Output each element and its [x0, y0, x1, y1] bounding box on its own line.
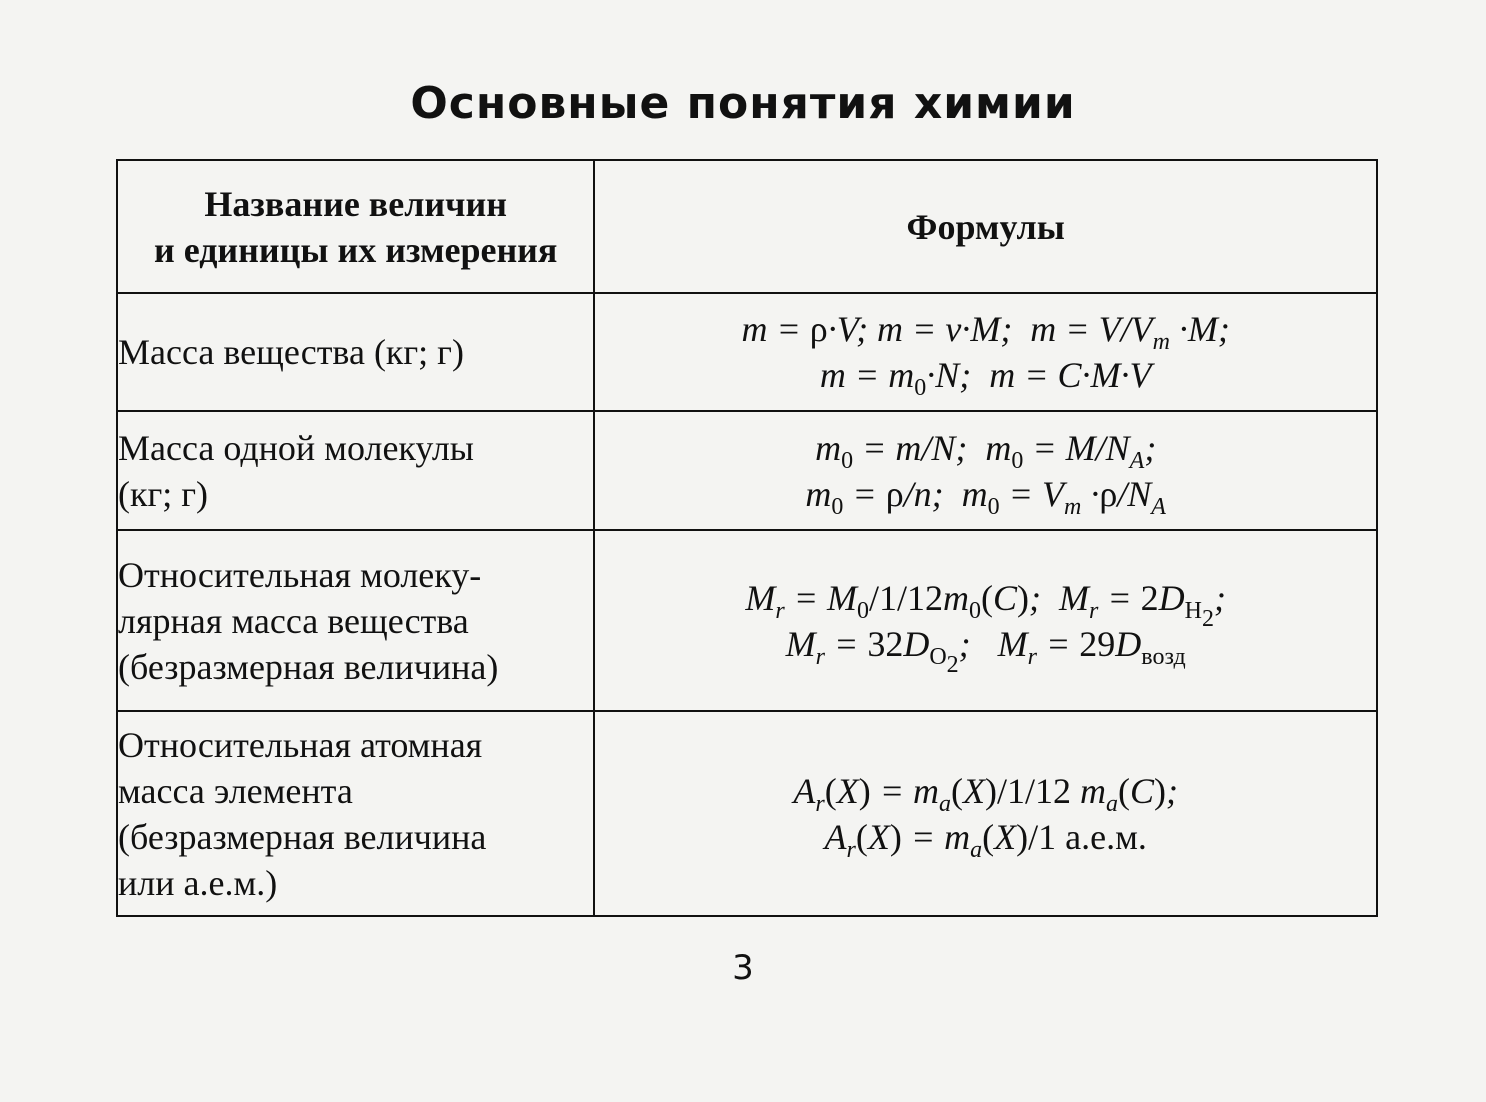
header-name-line: Название величин	[204, 183, 507, 224]
formula-line: $M_r = M_0/1/12m_0(C)$; $M_r = 2D_{H_2}$;	[745, 577, 1226, 632]
page-number: 3	[732, 948, 754, 988]
formula-line: m = ρ·V; m = ν·M; $m = V/V_m \cdot M$;	[741, 309, 1230, 355]
table-row	[117, 293, 1377, 411]
quantity-name-line: Относительная атомная	[118, 724, 483, 765]
formula-cell	[594, 293, 1377, 411]
quantity-name-line: Масса одной молекулы	[118, 427, 474, 468]
quantity-name-cell	[117, 530, 594, 711]
quantity-name-line: или а.е.м.)	[118, 862, 278, 903]
quantity-name-line: (безразмерная величина)	[118, 646, 499, 687]
table-row	[117, 530, 1377, 711]
formula-line: $M_r = 32D_{O_2}$; $M_r = 29D_{возд}$	[785, 623, 1186, 678]
table-header-row	[117, 160, 1377, 293]
formula-line: $m = m_0\cdot N$; m = C·M·V	[819, 355, 1152, 401]
formula-cell	[594, 530, 1377, 711]
formula-line: $A_r(X) = m_a(X)/1/12$ $m_a(C)$;	[793, 770, 1179, 817]
quantity-name-cell	[117, 293, 594, 411]
table-row	[117, 411, 1377, 530]
formula-line: $m_0 = m/N$; $m_0 = M/N_A$;	[815, 427, 1157, 474]
formula-line: $A_r(X) = m_a(X)/1$ а.е.м.	[824, 816, 1147, 863]
quantity-name-line: Масса вещества (кг; г)	[118, 332, 464, 372]
quantity-name-cell	[117, 411, 594, 530]
quantity-name-line: масса элемента	[118, 770, 353, 811]
quantity-name-cell	[117, 711, 594, 916]
header-formulas-cell: Формулы	[594, 160, 1377, 293]
header-name-cell	[117, 160, 594, 293]
formula-line: $m_0 = \rho/n$; $m_0 = V_m \cdot\rho/N_A$	[805, 473, 1166, 520]
formula-cell	[594, 411, 1377, 530]
header-name-line: и единицы их измерения	[153, 229, 558, 270]
formula-cell	[594, 711, 1377, 916]
quantity-name-line: (безразмерная величина	[118, 816, 487, 857]
quantity-name-line: Относительная молеку-	[118, 554, 482, 595]
quantity-name-line: лярная масса вещества	[118, 600, 469, 641]
table-row	[117, 711, 1377, 916]
quantity-name-line: (кг; г)	[118, 473, 208, 514]
concepts-table	[116, 159, 1378, 917]
page-title: Основные понятия химии	[410, 78, 1076, 129]
